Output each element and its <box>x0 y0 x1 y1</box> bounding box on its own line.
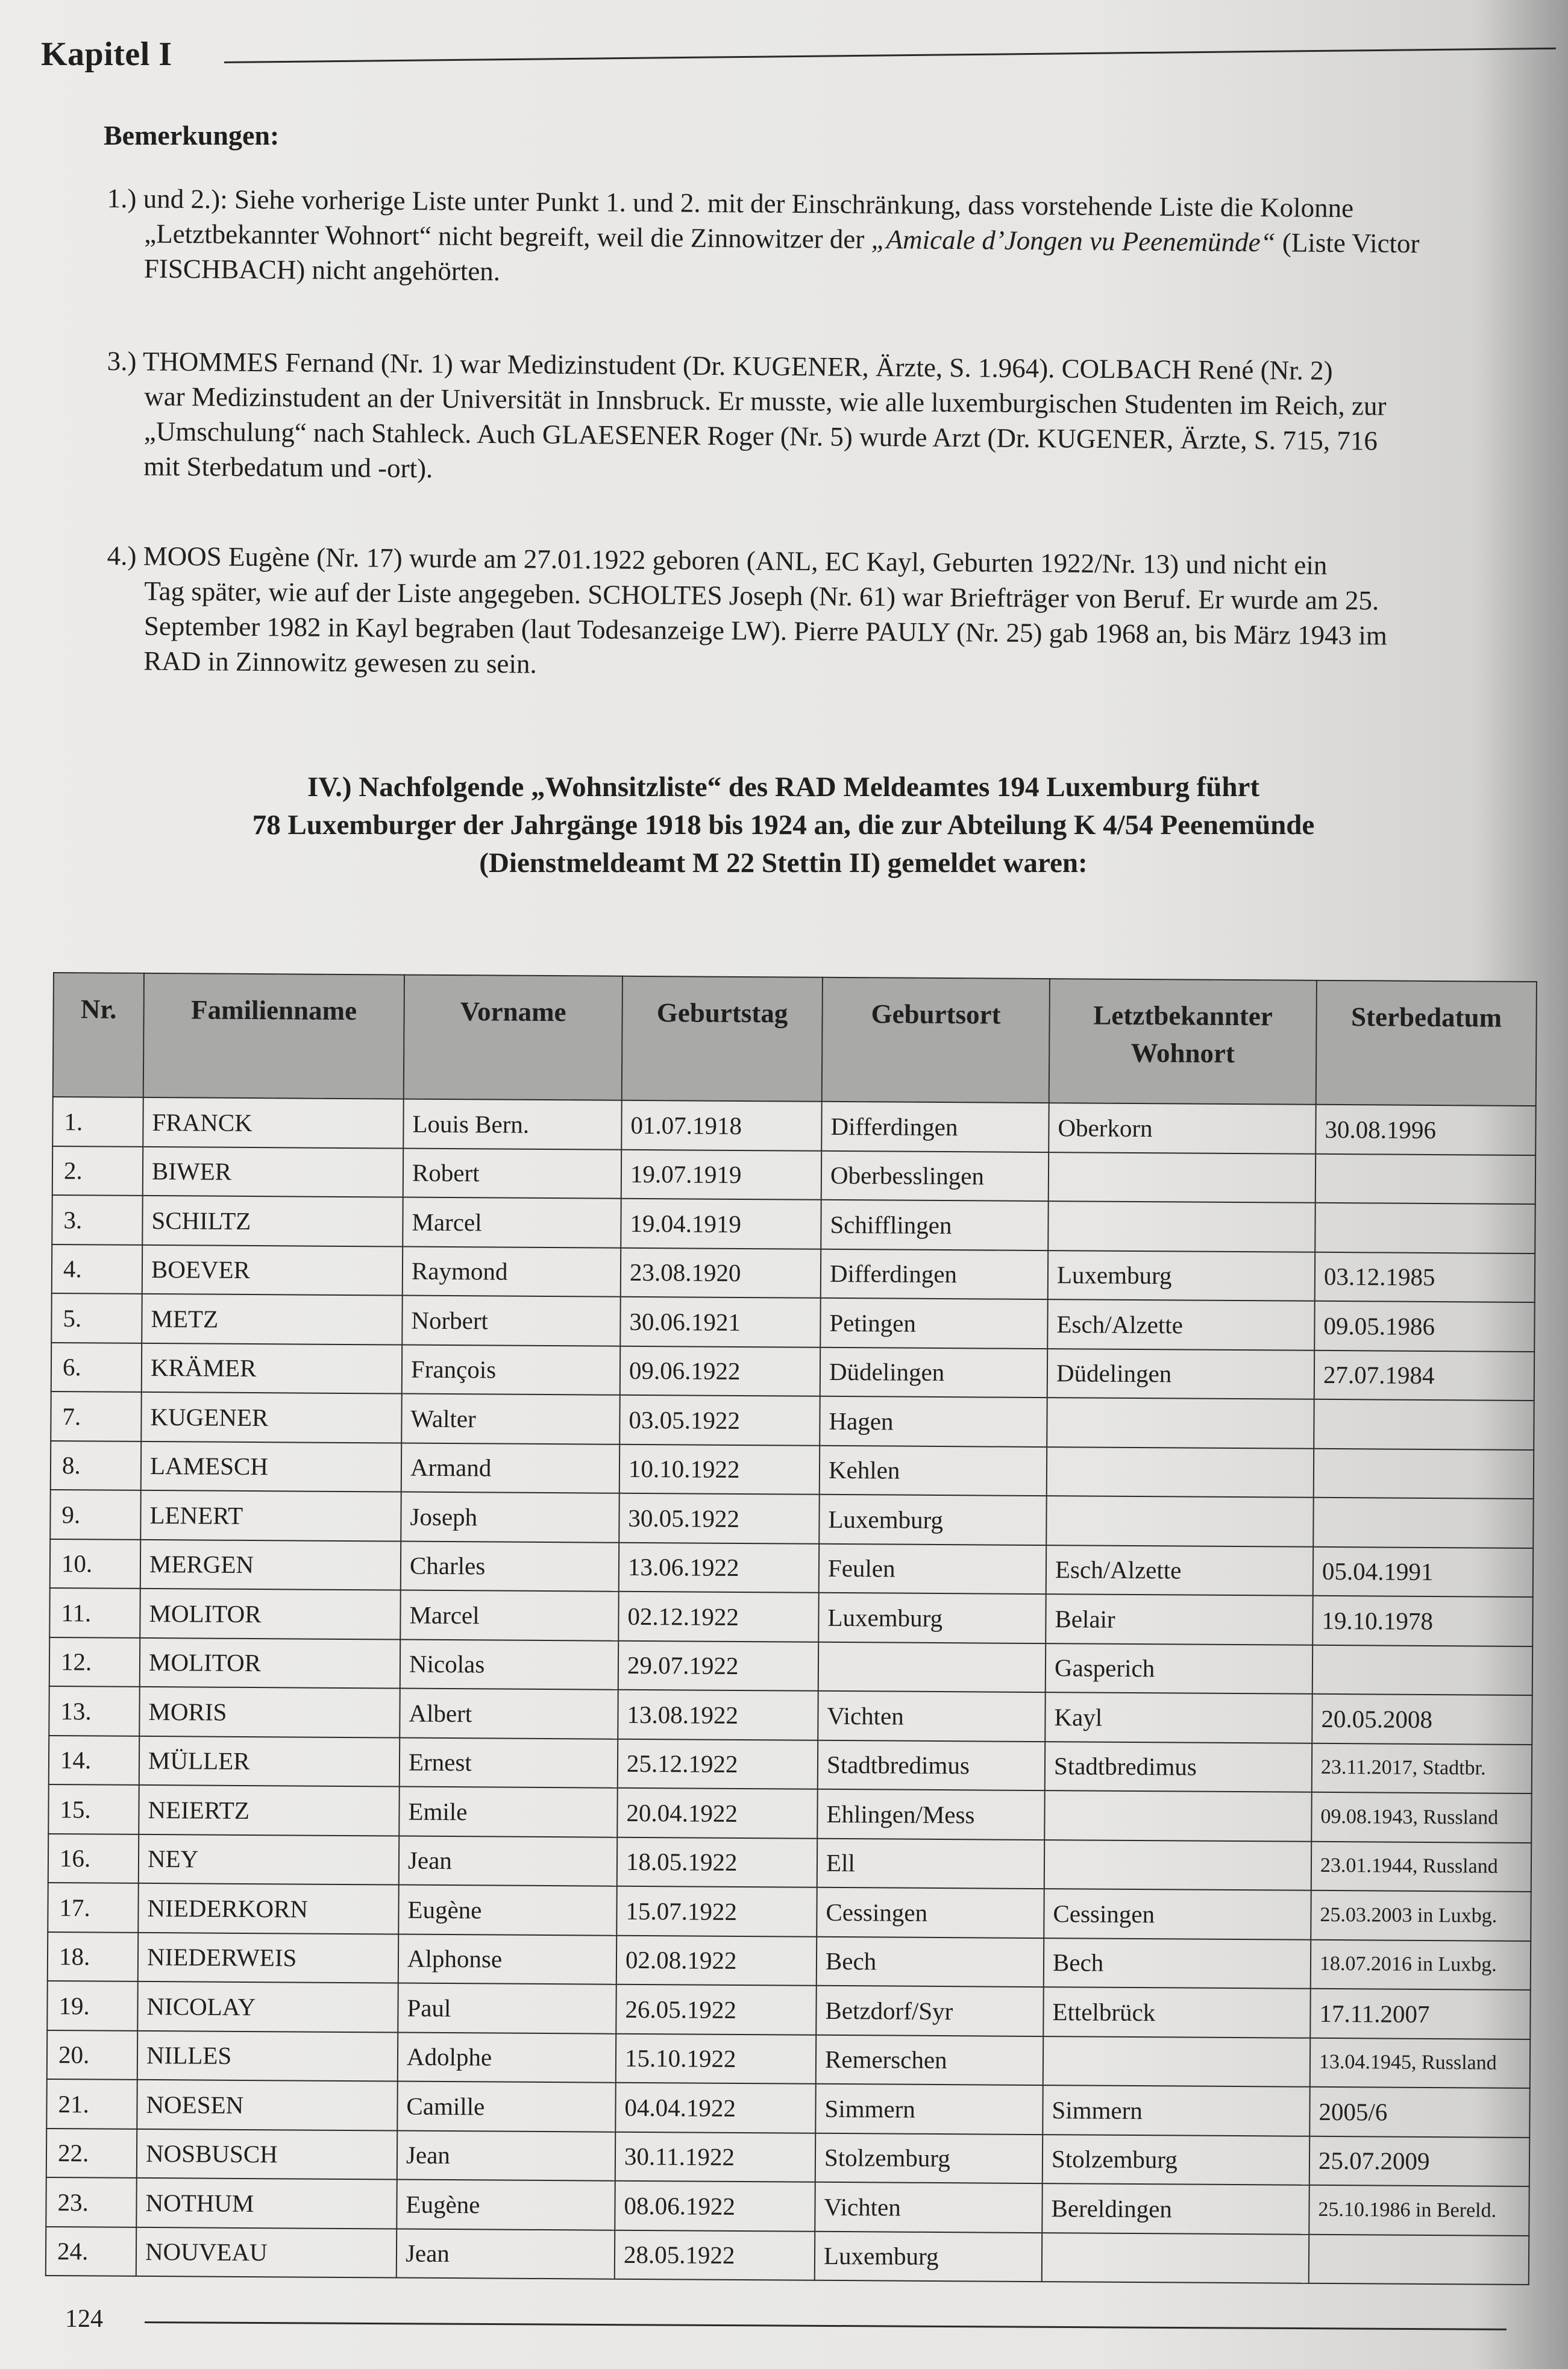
cell-vorname: Robert <box>403 1148 621 1199</box>
cell-wohnort: Stolzemburg <box>1043 2135 1309 2185</box>
cell-geburtsort: Schifflingen <box>821 1200 1048 1250</box>
cell-geburtstag: 02.12.1922 <box>618 1592 818 1642</box>
col-header-familienname: Familienname <box>143 973 404 1099</box>
cell-geburtsort: Remerschen <box>816 2035 1043 2085</box>
cell-geburtstag: 03.05.1922 <box>619 1395 820 1446</box>
table-row <box>50 1539 1533 1597</box>
remark-4-line-3: September 1982 in Kayl begraben (laut Todesanzeige LW). Pierre PAULY (Nr. 25) gab 1968 an, bis März 1943 im <box>143 610 1388 651</box>
col-header-vorname: Vorname <box>404 975 622 1100</box>
cell-nr: 18. <box>48 1931 138 1981</box>
cell-sterbedatum: 09.05.1986 <box>1314 1301 1534 1352</box>
cell-vorname: Louis Bern. <box>403 1099 621 1150</box>
cell-geburtstag: 01.07.1918 <box>621 1100 821 1151</box>
cell-geburtstag: 30.06.1921 <box>620 1297 820 1348</box>
cell-wohnort <box>1047 1447 1314 1498</box>
cell-sterbedatum: 19.10.1978 <box>1312 1596 1532 1646</box>
cell-sterbedatum <box>1314 1448 1534 1499</box>
cell-sterbedatum: 2005/6 <box>1309 2087 1529 2138</box>
cell-geburtstag: 08.06.1922 <box>615 2181 815 2232</box>
section-heading-line-2: 78 Luxemburger der Jahrgänge 1918 bis 1924 an, die zur Abteilung K 4/54 Peenemünde <box>252 809 1315 841</box>
cell-vorname: Ernest <box>400 1737 618 1788</box>
cell-wohnort: Belair <box>1046 1594 1312 1645</box>
cell-vorname: Marcel <box>403 1197 621 1248</box>
cell-vorname: Walter <box>401 1394 619 1445</box>
cell-wohnort <box>1048 1201 1315 1252</box>
remark-3 <box>106 344 1548 495</box>
cell-nr: 12. <box>49 1637 140 1686</box>
cell-geburtstag: 23.08.1920 <box>621 1247 821 1298</box>
remark-3-line-3: „Umschulung“ nach Stahleck. Auch GLAESENER Roger (Nr. 5) wurde Arzt (Dr. KUGENER, Ärzte, S. 715, 716 <box>143 416 1378 456</box>
cell-familienname: FRANCK <box>143 1097 403 1148</box>
cell-familienname: NOSBUSCH <box>137 2129 397 2179</box>
remark-4-line-2: Tag später, wie auf der Liste angegeben. SCHOLTES Joseph (Nr. 61) war Briefträger von Beruf. Er wurde am 25. <box>144 576 1379 616</box>
cell-geburtstag: 15.07.1922 <box>616 1886 817 1937</box>
cell-wohnort: Simmern <box>1043 2085 1309 2136</box>
cell-vorname: Camille <box>397 2082 615 2132</box>
table-row <box>46 2128 1529 2186</box>
cell-vorname: Albert <box>400 1689 618 1739</box>
cell-nr: 23. <box>46 2177 136 2227</box>
cell-vorname: Jean <box>397 2229 615 2279</box>
cell-sterbedatum: 17.11.2007 <box>1310 1989 1530 2039</box>
remark-4-line-1: 4.) MOOS Eugène (Nr. 17) wurde am 27.01.1922 geboren (ANL, EC Kayl, Geburten 1922/Nr. 13) und nicht ein <box>107 540 1328 580</box>
cell-nr: 5. <box>51 1293 142 1343</box>
cell-sterbedatum <box>1313 1498 1533 1548</box>
cell-geburtsort: Simmern <box>815 2084 1043 2135</box>
cell-nr: 19. <box>47 1981 137 2030</box>
cell-vorname: François <box>402 1345 620 1395</box>
cell-vorname: Jean <box>399 1836 617 1886</box>
section-heading <box>121 768 1446 882</box>
cell-geburtsort: Luxemburg <box>819 1495 1046 1545</box>
cell-geburtstag: 18.05.1922 <box>617 1837 817 1887</box>
cell-geburtsort: Feulen <box>819 1543 1046 1594</box>
table-row <box>52 1097 1535 1155</box>
cell-vorname: Alphonse <box>398 1934 616 1985</box>
cell-sterbedatum: 23.11.2017, Stadtbr. <box>1312 1743 1532 1793</box>
section-heading-line-1: IV.) Nachfolgende „Wohnsitzliste“ des RAD Meldeamtes 194 Luxemburg führt <box>307 771 1260 803</box>
table-row <box>50 1490 1533 1548</box>
cell-familienname: KUGENER <box>141 1392 401 1443</box>
cell-wohnort <box>1043 2036 1310 2087</box>
cell-wohnort <box>1044 1840 1311 1890</box>
cell-geburtsort: Vichten <box>815 2182 1042 2233</box>
table-row <box>46 2226 1529 2285</box>
cell-familienname: MORIS <box>139 1687 400 1737</box>
cell-familienname: NEIERTZ <box>139 1785 399 1836</box>
col-header-wohnort-line-2: Wohnort <box>1131 1037 1235 1068</box>
cell-vorname: Armand <box>401 1443 619 1493</box>
cell-sterbedatum: 09.08.1943, Russland <box>1311 1792 1531 1843</box>
cell-familienname: BOEVER <box>142 1244 403 1295</box>
cell-sterbedatum: 27.07.1984 <box>1314 1350 1534 1401</box>
cell-wohnort: Esch/Alzette <box>1047 1299 1314 1350</box>
footer-rule <box>145 2321 1507 2330</box>
cell-nr: 22. <box>46 2128 137 2177</box>
cell-familienname: NICOLAY <box>137 1981 398 2032</box>
cell-sterbedatum: 20.05.2008 <box>1312 1694 1532 1745</box>
cell-geburtsort: Stadtbredimus <box>818 1740 1045 1790</box>
cell-wohnort: Luxemburg <box>1048 1250 1315 1301</box>
cell-geburtsort: Luxemburg <box>818 1593 1046 1643</box>
table-row <box>51 1342 1534 1401</box>
cell-vorname: Nicolas <box>400 1639 618 1690</box>
cell-nr: 11. <box>49 1588 140 1637</box>
cell-nr: 24. <box>46 2226 136 2276</box>
table-row <box>51 1392 1534 1450</box>
table-row <box>48 1931 1531 1990</box>
cell-familienname: MOLITOR <box>140 1589 400 1639</box>
cell-geburtstag: 30.11.1922 <box>615 2132 815 2182</box>
cell-familienname: NEY <box>139 1834 399 1884</box>
cell-geburtstag: 02.08.1922 <box>616 1935 817 1986</box>
remark-4 <box>106 538 1548 689</box>
table-row <box>49 1735 1532 1793</box>
cell-geburtstag: 20.04.1922 <box>617 1788 817 1839</box>
cell-sterbedatum: 05.04.1991 <box>1313 1546 1533 1597</box>
cell-vorname: Joseph <box>401 1492 619 1543</box>
cell-vorname: Eugène <box>397 2180 615 2230</box>
cell-familienname: NOESEN <box>137 2080 397 2130</box>
cell-wohnort: Düdelingen <box>1047 1349 1314 1399</box>
cell-geburtstag: 09.06.1922 <box>620 1346 820 1396</box>
cell-wohnort <box>1046 1496 1313 1546</box>
cell-familienname: LENERT <box>140 1490 401 1541</box>
cell-geburtsort: Vichten <box>818 1691 1045 1742</box>
cell-geburtsort: Cessingen <box>817 1887 1044 1938</box>
cell-sterbedatum <box>1312 1645 1532 1695</box>
cell-geburtstag: 13.06.1922 <box>619 1542 819 1593</box>
cell-familienname: METZ <box>142 1294 402 1345</box>
cell-geburtsort: Stolzemburg <box>815 2133 1043 2183</box>
cell-geburtstag: 29.07.1922 <box>618 1640 818 1691</box>
cell-wohnort: Stadtbredimus <box>1045 1742 1312 1792</box>
cell-geburtsort: Oberbesslingen <box>821 1150 1049 1201</box>
cell-sterbedatum: 13.04.1945, Russland <box>1310 2038 1530 2088</box>
cell-sterbedatum <box>1316 1153 1535 1204</box>
cell-nr: 14. <box>49 1735 139 1784</box>
cell-wohnort <box>1047 1398 1314 1448</box>
table-row <box>52 1244 1535 1302</box>
remark-3-line-4: mit Sterbedatum und -ort). <box>143 451 433 484</box>
cell-familienname: MERGEN <box>140 1539 401 1590</box>
cell-geburtstag: 30.05.1922 <box>619 1493 819 1544</box>
cell-geburtsort: Betzdorf/Syr <box>816 1986 1043 2036</box>
cell-familienname: NOTHUM <box>136 2178 397 2229</box>
cell-familienname: SCHILTZ <box>142 1196 403 1246</box>
cell-geburtsort: Ell <box>817 1838 1044 1889</box>
cell-sterbedatum: 25.03.2003 in Luxbg. <box>1311 1890 1531 1941</box>
cell-familienname: BIWER <box>143 1146 403 1197</box>
table-row <box>49 1588 1532 1646</box>
col-header-wohnort-line-1: Letztbekannter <box>1093 1000 1273 1032</box>
table-row <box>47 2030 1530 2088</box>
cell-geburtstag: 15.10.1922 <box>616 2033 816 2084</box>
cell-geburtsort: Hagen <box>820 1396 1047 1447</box>
remark-1-line-1: 1.) und 2.): Siehe vorherige Liste unter Punkt 1. und 2. mit der Einschränkung, dass vorstehende Liste die Kolonne <box>107 183 1354 224</box>
table-header-row <box>53 973 1537 1106</box>
chapter-title: Kapitel I <box>41 36 172 73</box>
table-row <box>46 2177 1529 2236</box>
section-heading-line-3: (Dienstmeldeamt M 22 Stettin II) gemeldet waren: <box>479 847 1088 879</box>
cell-vorname: Paul <box>398 1983 616 2034</box>
cell-nr: 17. <box>48 1883 138 1932</box>
cell-nr: 21. <box>46 2079 137 2129</box>
remark-1-line-2a: „Letztbekannter Wohnort“ nicht begreift, weil die Zinnowitzer der <box>144 218 871 254</box>
cell-vorname: Charles <box>401 1541 619 1592</box>
cell-nr: 6. <box>51 1342 142 1392</box>
cell-geburtsort: Düdelingen <box>820 1347 1047 1398</box>
table-row <box>51 1440 1534 1499</box>
cell-nr: 3. <box>52 1195 142 1244</box>
cell-geburtsort: Differdingen <box>821 1102 1049 1152</box>
cell-geburtstag: 19.04.1919 <box>621 1199 821 1249</box>
table-row <box>48 1784 1531 1843</box>
cell-vorname: Norbert <box>402 1296 620 1346</box>
table-row <box>51 1293 1534 1352</box>
cell-nr: 2. <box>52 1146 143 1196</box>
cell-wohnort: Gasperich <box>1046 1643 1312 1694</box>
cell-nr: 20. <box>47 2030 137 2079</box>
remark-3-line-1: 3.) THOMMES Fernand (Nr. 1) war Medizinstudent (Dr. KUGENER, Ärzte, S. 1.964). COLBACH René (Nr. 2) <box>107 345 1333 386</box>
remark-1-line-2b: (Liste Victor <box>1275 227 1420 259</box>
cell-sterbedatum: 25.10.1986 in Bereld. <box>1309 2185 1529 2236</box>
cell-familienname: LAMESCH <box>141 1441 401 1492</box>
cell-wohnort: Bech <box>1044 1938 1311 1989</box>
remark-4-line-4: RAD in Zinnowitz gewesen zu sein. <box>143 645 537 679</box>
cell-sterbedatum: 25.07.2009 <box>1309 2136 1529 2186</box>
cell-sterbedatum: 30.08.1996 <box>1316 1105 1535 1155</box>
cell-sterbedatum <box>1315 1203 1535 1254</box>
cell-vorname: Raymond <box>403 1246 621 1297</box>
col-header-sterbedatum: Sterbedatum <box>1316 981 1537 1106</box>
cell-wohnort: Kayl <box>1045 1692 1312 1743</box>
cell-nr: 4. <box>52 1244 142 1293</box>
cell-geburtstag: 13.08.1922 <box>618 1690 818 1740</box>
cell-wohnort: Ettelbrück <box>1043 1987 1310 2038</box>
cell-sterbedatum: 23.01.1944, Russland <box>1311 1841 1531 1892</box>
cell-geburtsort: Luxemburg <box>815 2231 1042 2282</box>
cell-wohnort <box>1049 1152 1316 1203</box>
cell-nr: 16. <box>48 1833 139 1883</box>
cell-nr: 13. <box>49 1686 139 1736</box>
cell-nr: 8. <box>51 1440 141 1490</box>
cell-nr: 15. <box>48 1784 139 1834</box>
table-row <box>47 1981 1530 2039</box>
cell-geburtsort: Petingen <box>820 1298 1047 1349</box>
cell-vorname: Marcel <box>400 1590 618 1641</box>
table-row <box>49 1686 1532 1745</box>
table-row <box>49 1637 1532 1695</box>
table-row <box>46 2079 1529 2138</box>
cell-familienname: NILLES <box>137 2030 398 2081</box>
cell-wohnort <box>1044 1790 1311 1841</box>
page-number: 124 <box>65 2305 103 2333</box>
remark-1-italic: „Amicale d’Jongen vu Peenemünde“ <box>871 224 1276 258</box>
cell-familienname: NIEDERKORN <box>138 1883 398 1934</box>
cell-vorname: Adolphe <box>398 2032 616 2083</box>
remark-3-line-2: war Medizinstudent an der Universität in Innsbruck. Er musste, wie alle luxemburgischen Studenten im Reich, zur <box>144 381 1387 421</box>
cell-sterbedatum: 03.12.1985 <box>1315 1252 1535 1302</box>
cell-nr: 7. <box>51 1392 141 1441</box>
cell-geburtsort: Ehlingen/Mess <box>817 1789 1044 1840</box>
col-header-wohnort <box>1049 979 1317 1105</box>
cell-geburtstag: 28.05.1922 <box>615 2230 815 2280</box>
cell-vorname: Eugène <box>398 1885 616 1936</box>
table-row <box>52 1195 1535 1254</box>
cell-familienname: KRÄMER <box>142 1343 402 1393</box>
col-header-geburtstag: Geburtstag <box>622 976 823 1102</box>
cell-geburtsort <box>818 1642 1046 1692</box>
cell-geburtstag: 04.04.1922 <box>615 2083 815 2133</box>
cell-geburtsort: Differdingen <box>821 1249 1048 1299</box>
cell-wohnort: Bereldingen <box>1042 2183 1309 2234</box>
cell-geburtstag: 25.12.1922 <box>618 1739 818 1789</box>
remark-1-2 <box>107 181 1548 297</box>
chapter-rule <box>224 48 1556 63</box>
cell-sterbedatum <box>1309 2234 1529 2285</box>
cell-wohnort: Cessingen <box>1044 1889 1311 1939</box>
cell-familienname: MÜLLER <box>139 1736 400 1786</box>
cell-geburtsort: Kehlen <box>820 1445 1047 1496</box>
cell-nr: 10. <box>50 1539 140 1588</box>
table-row <box>48 1883 1531 1941</box>
cell-nr: 9. <box>50 1490 140 1539</box>
cell-geburtstag: 19.07.1919 <box>621 1149 821 1200</box>
residence-table <box>45 972 1537 2285</box>
cell-familienname: MOLITOR <box>140 1637 400 1688</box>
cell-geburtstag: 26.05.1922 <box>616 1985 816 2035</box>
cell-wohnort: Oberkorn <box>1049 1103 1316 1153</box>
cell-nr: 1. <box>52 1097 143 1146</box>
col-header-geburtsort: Geburtsort <box>822 977 1050 1103</box>
cell-vorname: Jean <box>397 2130 615 2181</box>
cell-wohnort: Esch/Alzette <box>1046 1545 1313 1596</box>
cell-sterbedatum <box>1314 1399 1534 1450</box>
remarks-heading: Bemerkungen: <box>104 120 280 151</box>
remark-1-line-3: FISCHBACH) nicht angehörten. <box>143 253 501 287</box>
cell-vorname: Emile <box>399 1787 617 1837</box>
table-body <box>46 1097 1536 2285</box>
col-header-nr: Nr. <box>53 973 144 1097</box>
table-row <box>48 1833 1531 1892</box>
cell-sterbedatum: 18.07.2016 in Luxbg. <box>1311 1939 1531 1990</box>
cell-geburtsort: Bech <box>817 1936 1044 1987</box>
cell-familienname: NOUVEAU <box>136 2227 397 2277</box>
cell-wohnort <box>1042 2233 1309 2283</box>
cell-geburtstag: 10.10.1922 <box>619 1444 820 1495</box>
table-row <box>52 1146 1535 1205</box>
cell-familienname: NIEDERWEIS <box>138 1932 398 1983</box>
